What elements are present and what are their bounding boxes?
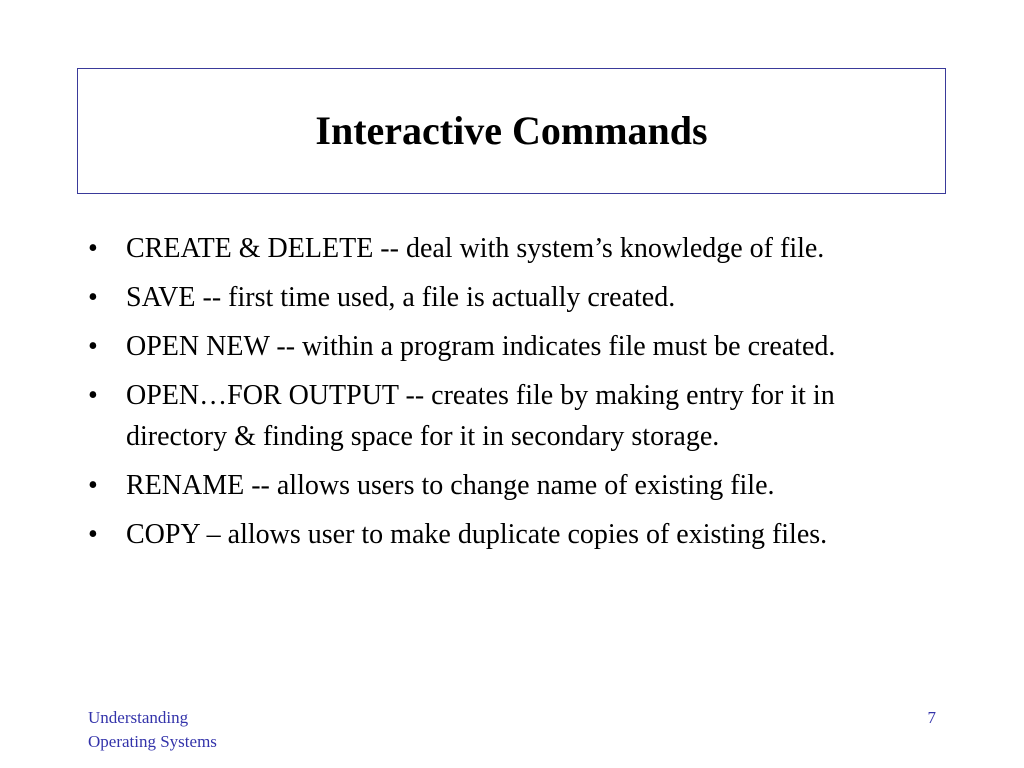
slide-title: Interactive Commands xyxy=(315,108,708,153)
bullet-text: OPEN…FOR OUTPUT -- creates file by making entry for it in directory & finding space for it in secondary storage. xyxy=(126,380,835,452)
bullet-list xyxy=(88,228,938,563)
bullet-item xyxy=(88,465,938,506)
bullet-item xyxy=(88,514,938,555)
bullet-item xyxy=(88,228,938,269)
bullet-text: OPEN NEW -- within a program indicates file must be created. xyxy=(126,331,836,362)
bullet-text: CREATE & DELETE -- deal with system’s knowledge of file. xyxy=(126,233,825,264)
footer-line-2: Operating Systems xyxy=(88,732,217,751)
bullet-item xyxy=(88,326,938,367)
page-number: 7 xyxy=(927,708,936,727)
bullet-item xyxy=(88,375,938,457)
footer-course-title xyxy=(88,706,217,754)
footer-line-1: Understanding xyxy=(88,708,189,727)
bullet-text: COPY – allows user to make duplicate copies of existing files. xyxy=(126,519,828,550)
title-box xyxy=(77,68,946,194)
bullet-item xyxy=(88,277,938,318)
bullet-icon: • xyxy=(88,519,98,550)
bullet-icon: • xyxy=(88,380,98,411)
bullet-icon: • xyxy=(88,233,98,264)
bullet-icon: • xyxy=(88,331,98,362)
bullet-text: RENAME -- allows users to change name of existing file. xyxy=(126,470,775,501)
bullet-icon: • xyxy=(88,282,98,313)
bullet-icon: • xyxy=(88,470,98,501)
bullet-text: SAVE -- first time used, a file is actually created. xyxy=(126,282,676,313)
